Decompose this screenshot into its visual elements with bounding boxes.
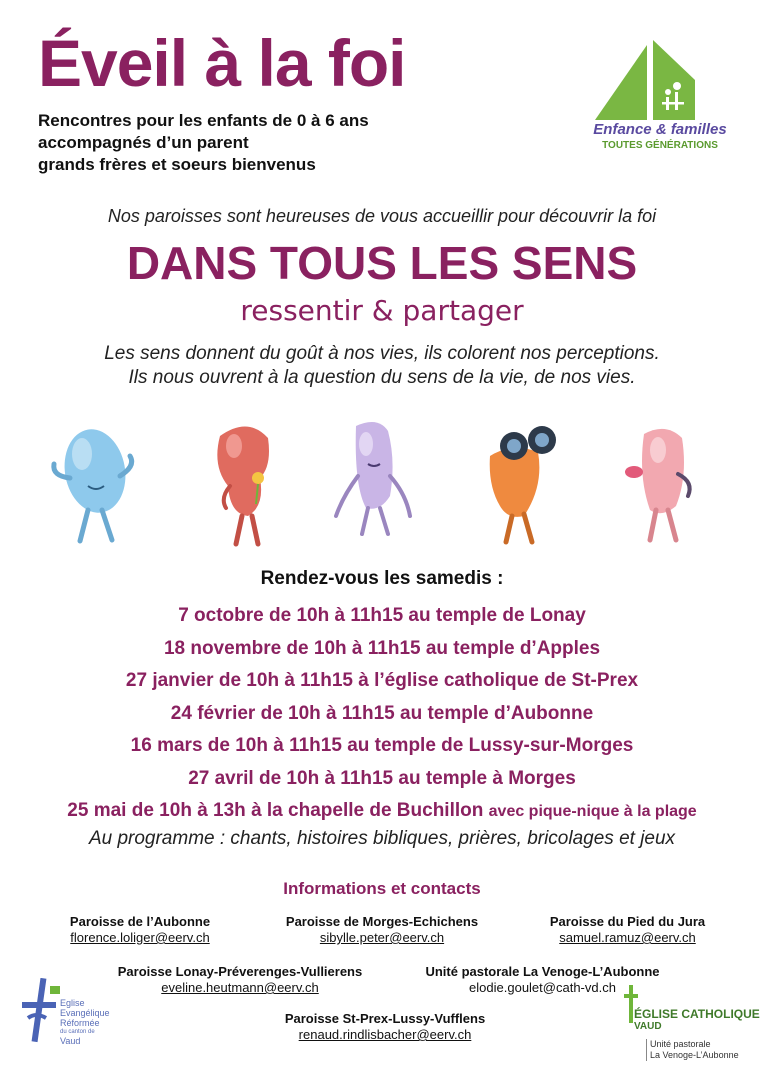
contact-email[interactable]: samuel.ramuz@eerv.ch	[559, 930, 696, 945]
nose-character-illustration	[190, 416, 300, 551]
eerv-line: Eglise	[60, 998, 85, 1008]
eye-character-illustration	[462, 416, 572, 551]
hand-character-illustration	[318, 416, 428, 551]
date-item: 18 novembre de 10h à 11h15 au temple d’Apples	[163, 637, 601, 659]
info-title: Informations et contacts	[283, 879, 481, 898]
contact-block	[525, 914, 730, 946]
enfance-familles-logo	[585, 40, 735, 160]
ear-character-illustration	[40, 416, 150, 551]
eglise-catholique-logo	[622, 985, 760, 1070]
contact-name: Paroisse Lonay-Préverenges-Vullierens	[117, 964, 363, 979]
date-item: 27 janvier de 10h à 11h15 à l’église catholique de St-Prex	[125, 670, 639, 691]
logo-line: Enfance & familles	[593, 121, 727, 138]
welcome-text: Nos paroisses sont heureuses de vous accueillir pour découvrir la foi	[107, 206, 657, 226]
cath-line: ÉGLISE CATHOLIQUE	[634, 1007, 760, 1021]
date-item: 24 février de 10h à 11h15 au temple d’Aubonne	[170, 702, 594, 724]
contact-block	[40, 914, 240, 946]
eerv-line: Vaud	[60, 1036, 81, 1046]
rendezvous-label: Rendez-vous les samedis :	[260, 568, 504, 589]
contact-name: Paroisse St-Prex-Lussy-Vufflens	[284, 1011, 486, 1026]
intro-text	[38, 110, 369, 176]
cath-line: VAUD	[634, 1021, 662, 1032]
subtitle: ressentir & partager	[240, 294, 524, 327]
eerv-text	[60, 998, 110, 1046]
description-line: Les sens donnent du goût à nos vies, ils colorent nos perceptions.	[104, 343, 660, 364]
dates-list	[0, 600, 764, 828]
eerv-line: Evangélique	[60, 1008, 110, 1018]
page-title: Éveil à la foi	[38, 26, 406, 100]
date-main: 25 mai de 10h à 13h à la chapelle de Buchillon	[67, 800, 484, 821]
contact-name: Paroisse du Pied du Jura	[549, 914, 706, 929]
date-item-last	[0, 795, 764, 828]
date-note: avec pique-nique à la plage	[488, 803, 697, 820]
contact-email[interactable]: eveline.heutmann@eerv.ch	[161, 980, 319, 995]
eerv-small: du canton de	[60, 1029, 95, 1035]
contact-email[interactable]: renaud.rindlisbacher@eerv.ch	[298, 1027, 472, 1042]
description	[0, 342, 764, 390]
date-item: 27 avril de 10h à 11h15 au temple à Morges	[188, 767, 576, 789]
intro-line: accompagnés d’un parent	[38, 133, 249, 152]
cath-line: Unité pastorale	[650, 1039, 711, 1049]
cath-line: La Venoge-L’Aubonne	[650, 1050, 739, 1060]
contact-block	[262, 914, 502, 946]
programme-text: Au programme : chants, histoires bibliques, prières, bricolages et jeux	[88, 828, 676, 849]
contact-block	[240, 1011, 530, 1043]
date-item: 16 mars de 10h à 11h15 au temple de Lussy-sur-Morges	[130, 735, 634, 756]
headline: DANS TOUS LES SENS	[126, 237, 638, 289]
cath-unit	[646, 1039, 739, 1061]
intro-line: Rencontres pour les enfants de 0 à 6 ans	[38, 111, 369, 130]
date-item: 7 octobre de 10h à 11h15 au temple de Lonay	[178, 605, 586, 626]
eerv-logo	[20, 976, 130, 1064]
contact-email[interactable]: elodie.goulet@cath-vd.ch	[469, 980, 616, 995]
contact-name: Paroisse de l’Aubonne	[69, 914, 211, 929]
contact-name: Unité pastorale La Venoge-L’Aubonne	[425, 964, 660, 979]
description-line: Ils nous ouvrent à la question du sens de la vie, de nos vies.	[128, 367, 636, 388]
tongue-character-illustration	[604, 416, 714, 551]
logo-line: TOUTES GÉNÉRATIONS	[602, 140, 718, 151]
intro-line: grands frères et soeurs bienvenus	[38, 155, 316, 174]
contact-email[interactable]: sibylle.peter@eerv.ch	[319, 930, 445, 945]
contact-email[interactable]: florence.loliger@eerv.ch	[70, 930, 210, 945]
eerv-line: Réformée	[60, 1018, 100, 1028]
eerv-cross-icon	[20, 978, 60, 1048]
contact-name: Paroisse de Morges-Echichens	[285, 914, 479, 929]
contact-block	[100, 964, 380, 996]
